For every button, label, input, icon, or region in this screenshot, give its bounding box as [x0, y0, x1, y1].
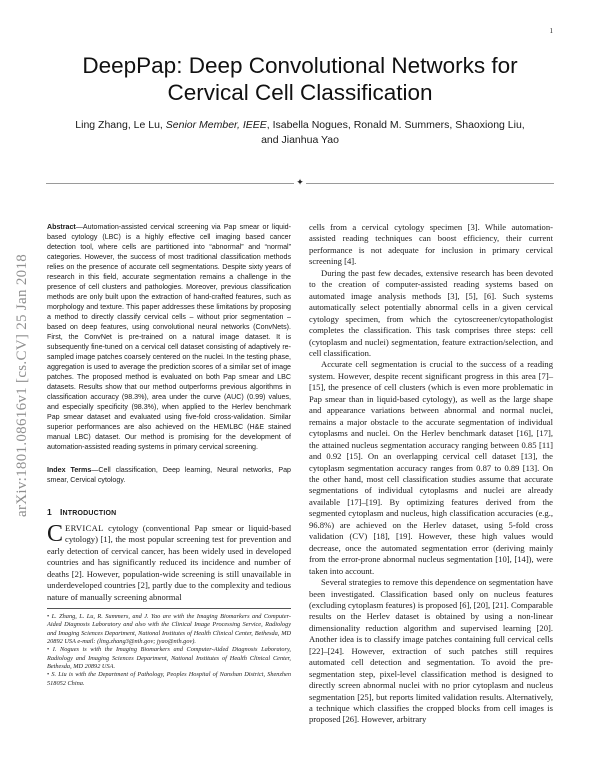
separator-diamond-icon: ✦ [294, 177, 306, 189]
body-paragraph-1: cells from a cervical cytology specimen [3]. While automation-assisted reading techniques can boost efficiency, their current performance is not adequate for inclusion in primary cervical screening [4]. [309, 222, 553, 267]
section-heading-introduction [47, 507, 291, 517]
arxiv-stamp: arXiv:1801.08616v1 [cs.CV] 25 Jan 2018 [14, 253, 30, 517]
abstract-label: Abstract [47, 223, 76, 231]
drop-cap: C [47, 521, 64, 547]
body-paragraph-3: Accurate cell segmentation is crucial to the success of a reading system. However, despite recent significant progress in this area [7]–[15], the presence of cell clusters (which is even more problematic in Pap smear than in liquid-based cytology), as well as the large shape and appearance variations between abnormal and normal nuclei, remains a major obstacle to the accurate segmentation of individual cytoplasms and nuclei. On the Herlev benchmark dataset [16], [17], the attained nucleus segmentation accuracy ranging between 0.85 [11] and 0.92 [15]. On an overlapping cervical cell dataset [13], the cytoplasm segmentation accuracy ranges from 0.87 to 0.89 [13]. On the other hand, most cell classification studies assume that accurate segmentations of individual cytoplasms and nuclei are already available [17]–[19]. By optimizing features derived from the segmented cytoplasm and nucleus, high classification accuracies (e.g., 96.8%) are achieved on the Herlev dataset, using 5-fold cross validation (CV) [18], [19]. However, these high values would decrease, once the automated segmentation error (deriving mainly from the error-prone abnormal nucleus segmentation [10], [14]), were taken into account. [309, 359, 553, 576]
intro-text: cytology (conventional Pap smear or liquid-based cytology) [1], the most popular screening test for prevention and early detection of cervical cancer, has been widely used in developed countries and has significantly reduced its incidence and number of deaths [2]. However, population-wide screening is still unavailable in underdeveloped countries [2], partly due to the complexity and tedious nature of manually screening abnormal [47, 523, 291, 602]
intro-paragraph [47, 523, 291, 603]
section-title-rest: NTRODUCTION [62, 510, 117, 517]
title-line-1: DeepPap: Deep Convolutional Networks for [82, 53, 518, 78]
section-number: 1 [47, 507, 52, 517]
footnote-rule [47, 608, 291, 609]
authors-membership: Senior Member, IEEE [165, 119, 267, 131]
page-number: 1 [549, 27, 553, 35]
paper-title [45, 52, 555, 106]
abstract-text: —Automation-assisted cervical screening via Pap smear or liquid-based cytology (LBC) is a highly effective cell imaging based cancer detection tool, where cells are partitioned into “abnormal” and “normal” categories. However, the success of most traditional classification methods relies on the presence of accurate cell segmentations. Despite sixty years of research in this field, accurate segmentation remains a challenge in the presence of cell clusters and pathologies. Moreover, previous classification methods are only built upon the extraction of hand-crafted features, such as morphology and texture. This paper addresses these limitations by proposing a method to directly classify cervical cells – without prior segmentation – based on deep features, using convolutional neural networks (ConvNets). First, the ConvNet is pre-trained on a natural image dataset. It is subsequently fine-tuned on a cervical cell dataset consisting of adaptively re-sampled image patches coarsely centered on the nuclei. In the testing phase, aggregation is used to average the prediction scores of a similar set of image patches. The proposed method is evaluated on both Pap smear and LBC datasets. Results show that our method outperforms previous algorithms in classification accuracy (98.3%), area under the curve (AUC) (0.99) values, and especially specificity (98.3%), when applied to the Herlev benchmark Pap smear dataset and evaluated using five-fold cross-validation. Similar superior performances are also achieved on the HEMLBC (H&E stained manual LBC) dataset. Our method is promising for the development of automation-assisted reading systems in primary cervical screening. [47, 223, 291, 451]
body-paragraph-4: Several strategies to remove this dependence on segmentation have been investigated. Classification based only on nucleus features (excluding cytoplasm features) is proposed [6], [20], [21]. Comparable results on the Herlev dataset is obtained by using a non-linear dimensionality reduction algorithm and supervised learning [20]. Another idea is to classify image patches containing full cervical cells [22]–[24]. However, extraction of such patches still requires automated cell detection and segmentation. To avoid the pre-segmentation step, pixel-level classification method is designed to directly screen abnormal nuclei with no prior cytoplasm and nucleus segmentation [25], but reports limited validation results. Alternatively, a technique which classifies the cropped blocks from cell images is proposed [26]. However, arbitrary [309, 577, 553, 725]
index-terms-text: —Cell classification, Deep learning, Neural networks, Pap smear, Cervical cytology. [47, 466, 292, 484]
left-column [47, 222, 291, 688]
authors-names-a: Ling Zhang, Le Lu, [75, 119, 166, 131]
footnote-affiliation-3: • S. Liu is with the Department of Pathology, Peoples Hospital of Nanshan District, Shenzhen 518052 China. [47, 671, 291, 687]
footnotes [47, 613, 291, 688]
right-column [309, 222, 553, 726]
authors-line-1 [45, 118, 555, 133]
authors-line-2: and Jianhua Yao [261, 133, 339, 146]
footnote-affiliation-1: • L. Zhang, L. Lu, R. Summers, and J. Yao are with the Imaging Biomarkers and Computer-Aided Diagnosis Laboratory and also with the Clinical Image Processing Service, Radiology and Imaging Sciences Department, National Institutes of Health Clinical Center, Bethesda, MD 20892 USA e-mail: (ling.zhang3@nih.gov; jyao@nih.gov). [47, 613, 291, 646]
intro-smallcaps-word: ERVICAL [65, 523, 104, 533]
body-paragraph-2: During the past few decades, extensive research has been devoted to the creation of computer-assisted reading systems based on automated image analysis methods [3], [5], [6]. Such systems automatically select potentially abnormal cells in a given cervical cytology specimen, from which the cytoscreener/cytopathologist completes the classification. This task comprises three steps: cell (cytoplasm and nuclei) segmentation, feature extraction/selection, and cell classification. [309, 267, 553, 358]
abstract [47, 222, 291, 452]
index-terms [47, 465, 291, 485]
authors-names-c: , Isabella Nogues, Ronald M. Summers, Shaoxiong Liu, [266, 119, 525, 131]
index-terms-label: Index Terms [47, 466, 92, 474]
section-title-initial: I [59, 507, 63, 517]
footnote-affiliation-2: • I. Nogues is with the Imaging Biomarkers and Computer-Aided Diagnosis Laboratory, Radiology and Imaging Sciences Department, National Institutes of Health Clinical Center, Bethesda, MD 20892 USA. [47, 646, 292, 670]
author-list [45, 118, 555, 147]
title-line-2: Cervical Cell Classification [167, 80, 433, 105]
